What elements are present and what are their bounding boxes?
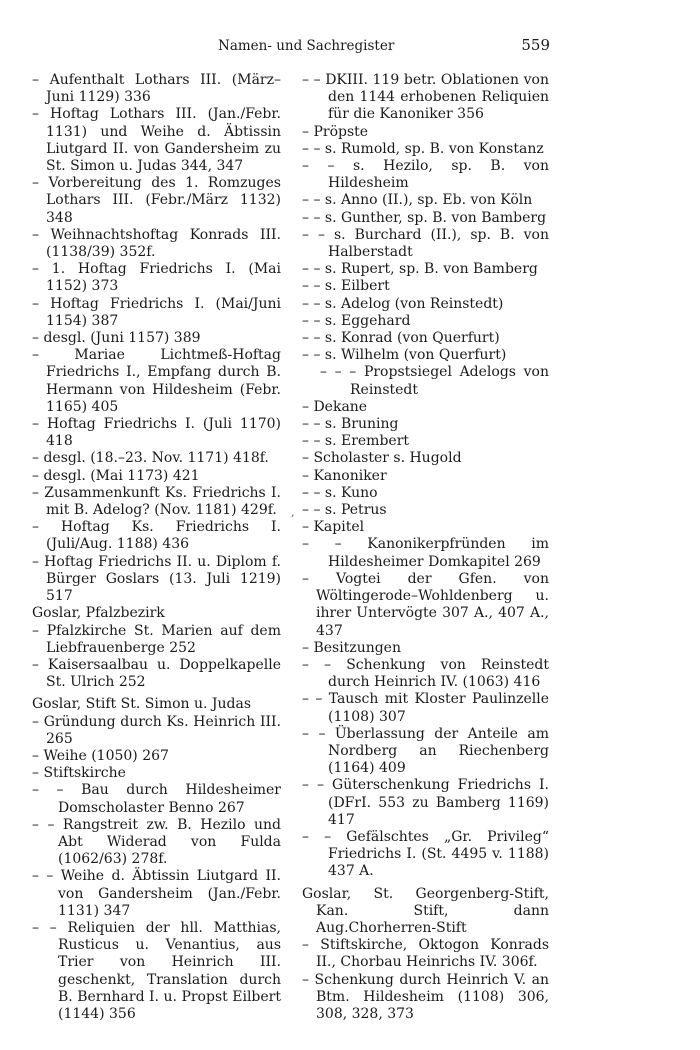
index-entry: – Vogtei der Gfen. von Wöltingerode–Wohldenberg u. ihrer Untervögte 307 A., 407 A., 437 (302, 570, 549, 639)
index-entry: – Gründung durch Ks. Heinrich III. 265 (32, 713, 281, 747)
index-entry: – Dekane (302, 398, 368, 415)
index-entry: – Pfalzkirche St. Marien auf dem Liebfrauenberge 252 (32, 622, 281, 656)
index-entry: – – Reliquien der hll. Matthias, Rusticus u. Venantius, aus Trier von Heinrich III. geschenkt, Translation durch B. Bernhard I. u. Propst Eilbert (1144) 356 (32, 919, 281, 1022)
index-entry: – – s. Burchard (II.), sp. B. von Halberstadt (302, 226, 549, 261)
index-entry: – – s. Bruning (302, 416, 399, 433)
index-entry: – desgl. (18.–23. Nov. 1171) 418f. (32, 450, 269, 467)
index-entry: – – s. Petrus (302, 502, 387, 519)
index-entry: – – Überlassung der Anteile am Nordberg an Riechenberg (1164) 409 (302, 725, 549, 777)
page-number: 559 (521, 36, 550, 54)
running-head (0, 38, 700, 58)
index-entry: – 1. Hoftag Friedrichs I. (Mai 1152) 373 (32, 261, 281, 295)
index-entry: – – s. Adelog (von Reinstedt) (302, 295, 504, 312)
index-entry: – Hoftag Lothars III. (Jan./Febr. 1131) und Weihe d. Äbtissin Liutgard II. von Gandersheim zu St. Simon u. Judas 344, 347 (32, 106, 281, 175)
index-entry: – – – Propstsiegel Adelogs von Reinstedt (320, 364, 549, 398)
index-column-right (302, 72, 549, 1023)
index-entry: – Hoftag Ks. Friedrichs I. (Juli/Aug. 1188) 436 (32, 519, 281, 553)
index-entry: – – s. Eilbert (302, 278, 390, 295)
index-entry: – – s. Anno (II.), sp. Eb. von Köln (302, 192, 533, 209)
index-entry: – – s. Eggehard (302, 312, 411, 329)
index-entry: – – Güterschenkung Friedrichs I. (DFrI. 553 zu Bamberg 1169) 417 (302, 777, 549, 828)
index-entry: – – s. Gunther, sp. B. von Bamberg (302, 209, 547, 226)
index-entry: – – s. Konrad (von Querfurt) (302, 330, 500, 347)
index-entry: – – s. Hezilo, sp. B. von Hildesheim (302, 158, 549, 192)
index-entry: – Kaisersaalbau u. Doppelkapelle St. Ulrich 252 (32, 656, 281, 691)
index-entry: – Aufenthalt Lothars III. (März–Juni 1129) 336 (32, 72, 281, 106)
index-heading: Goslar, Stift St. Simon u. Judas (32, 696, 252, 713)
running-head-title: Namen- und Sachregister (218, 38, 395, 54)
index-entry: – – Tausch mit Kloster Paulinzelle (1108) 307 (302, 691, 549, 725)
index-entry: – Scholaster s. Hugold (302, 450, 462, 467)
index-entry: – Mariae Lichtmeß-Hoftag Friedrichs I., Empfang durch B. Hermann von Hildesheim (Febr. 1165) 405 (32, 347, 281, 415)
index-entry: – – s. Kuno (302, 484, 378, 501)
index-entry: – – Kanonikerpfründen im Hildesheimer Domkapitel 269 (302, 536, 549, 570)
index-entry: – – Gefälschtes „Gr. Privileg“ Friedrichs I. (St. 4495 v. 1188) 437 A. (302, 828, 549, 880)
index-heading: Goslar, Pfalzbezirk (32, 605, 165, 622)
index-entry: – Zusammenkunft Ks. Friedrichs I. mit B. Adelog? (Nov. 1181) 429f. (32, 484, 281, 519)
index-entry: – – s. Erembert (302, 433, 410, 450)
index-entry: – Weihnachtshoftag Konrads III. (1138/39) 352f. (32, 226, 281, 261)
index-entry: – – Bau durch Hildesheimer Domscholaster Benno 267 (32, 782, 281, 816)
index-entry: – Pröpste (302, 123, 369, 140)
index-entry: – Schenkung durch Heinrich V. an Btm. Hildesheim (1108) 306, 308, 328, 373 (302, 971, 549, 1022)
margin-mark: , (291, 506, 295, 519)
index-entry: – Hoftag Friedrichs II. u. Diplom f. Bürger Goslars (13. Juli 1219) 517 (32, 553, 281, 605)
index-entry: – Vorbereitung des 1. Romzuges Lothars III. (Febr./März 1132) 348 (32, 175, 281, 226)
index-entry: – Stiftskirche (32, 765, 126, 782)
index-entry: – Hoftag Friedrichs I. (Mai/Juni 1154) 387 (32, 295, 281, 329)
index-entry: – Hoftag Friedrichs I. (Juli 1170) 418 (32, 416, 281, 450)
index-entry: – Kapitel (302, 519, 365, 536)
index-entry: – desgl. (Mai 1173) 421 (32, 467, 200, 484)
index-entry: – Weihe (1050) 267 (32, 747, 169, 764)
index-entry: – – s. Rumold, sp. B. von Konstanz (302, 140, 544, 157)
index-entry: – desgl. (Juni 1157) 389 (32, 330, 201, 347)
index-entry: – – Schenkung von Reinstedt durch Heinrich IV. (1063) 416 (302, 656, 549, 691)
index-entry: – – s. Wilhelm (von Querfurt) (302, 347, 507, 364)
index-entry: – – s. Rupert, sp. B. von Bamberg (302, 261, 538, 278)
index-entry: – – Rangstreit zw. B. Hezilo und Abt Widerad von Fulda (1062/63) 278f. (32, 816, 281, 868)
index-entry: – – Weihe d. Äbtissin Liutgard II. von Gandersheim (Jan./Febr. 1131) 347 (32, 868, 281, 919)
index-entry: – Stiftskirche, Oktogon Konrads II., Chorbau Heinrichs IV. 306f. (302, 937, 549, 971)
index-entry: – – DKIII. 119 betr. Oblationen von den 1144 erhobenen Reliquien für die Kanoniker 356 (302, 72, 549, 123)
index-heading: Goslar, St. Georgenberg-Stift, Kan. Stift, dann Aug.Chorherren-Stift (302, 885, 549, 936)
index-column-left (32, 72, 281, 1023)
index-entry: – Besitzungen (302, 639, 401, 656)
index-entry: – Kanoniker (302, 467, 387, 484)
